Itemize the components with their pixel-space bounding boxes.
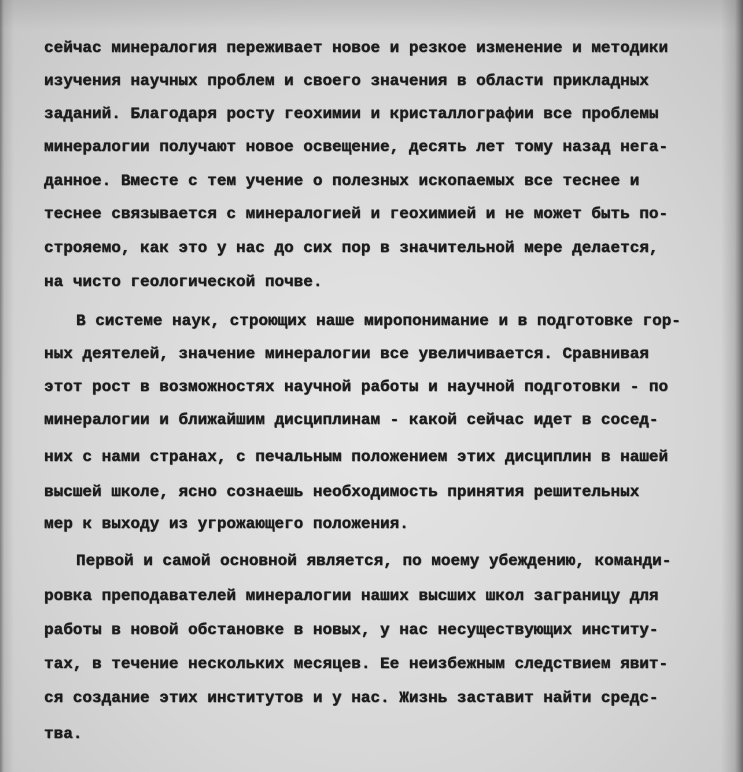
text-line: мер к выходу из угрожающего положения. — [44, 515, 409, 533]
text-line: В системе наук, строющих наше миропонимание и в подготовке гор- — [76, 312, 681, 330]
text-line: ровка преподавателей минералогии наших высших школ заграницу для — [44, 587, 659, 605]
text-line: данное. Вместе с тем учение о полезных ископаемых все теснее и — [44, 172, 640, 190]
text-line: ся создание этих институтов и у нас. Жизнь заставит найти средс- — [44, 689, 659, 707]
text-line: тва. — [44, 725, 83, 743]
text-line: на чисто геологической почве. — [44, 273, 323, 291]
text-line: теснее связывается с минералогией и геохимией и не может быть по- — [44, 205, 669, 223]
text-line: работы в новой обстановке в новых, у нас несуществующих институ- — [44, 621, 659, 639]
text-line: изучения научных проблем и своего значения в области прикладных — [44, 72, 649, 90]
text-line: заданий. Благодаря росту геохимии и кристаллографии все проблемы — [44, 105, 659, 123]
text-line: тах, в течение нескольких месяцев. Ее неизбежным следствием явит- — [44, 655, 669, 673]
text-line: ных деятелей, значение минералогии все увеличивается. Сравнивая — [44, 345, 649, 363]
text-line: сейчас минералогия переживает новое и резкое изменение и методики — [44, 39, 669, 57]
text-line: этот рост в возможностях научной работы и научной подготовки - по — [44, 378, 669, 396]
text-line: минералогии и ближайшим дисциплинам - какой сейчас идет в сосед- — [44, 411, 659, 429]
text-line: минералогии получают новое освещение, десять лет тому назад нега- — [44, 138, 669, 156]
text-line: них с нами странах, с печальным положением этих дисциплин в нашей — [44, 448, 669, 466]
text-line: строяемо, как это у нас до сих пор в значительной мере делается, — [44, 239, 659, 257]
text-line: Первой и самой основной является, по моему убеждению, команди- — [76, 552, 672, 570]
text-line: высшей школе, ясно сознаешь необходимость принятия решительных — [44, 483, 640, 501]
